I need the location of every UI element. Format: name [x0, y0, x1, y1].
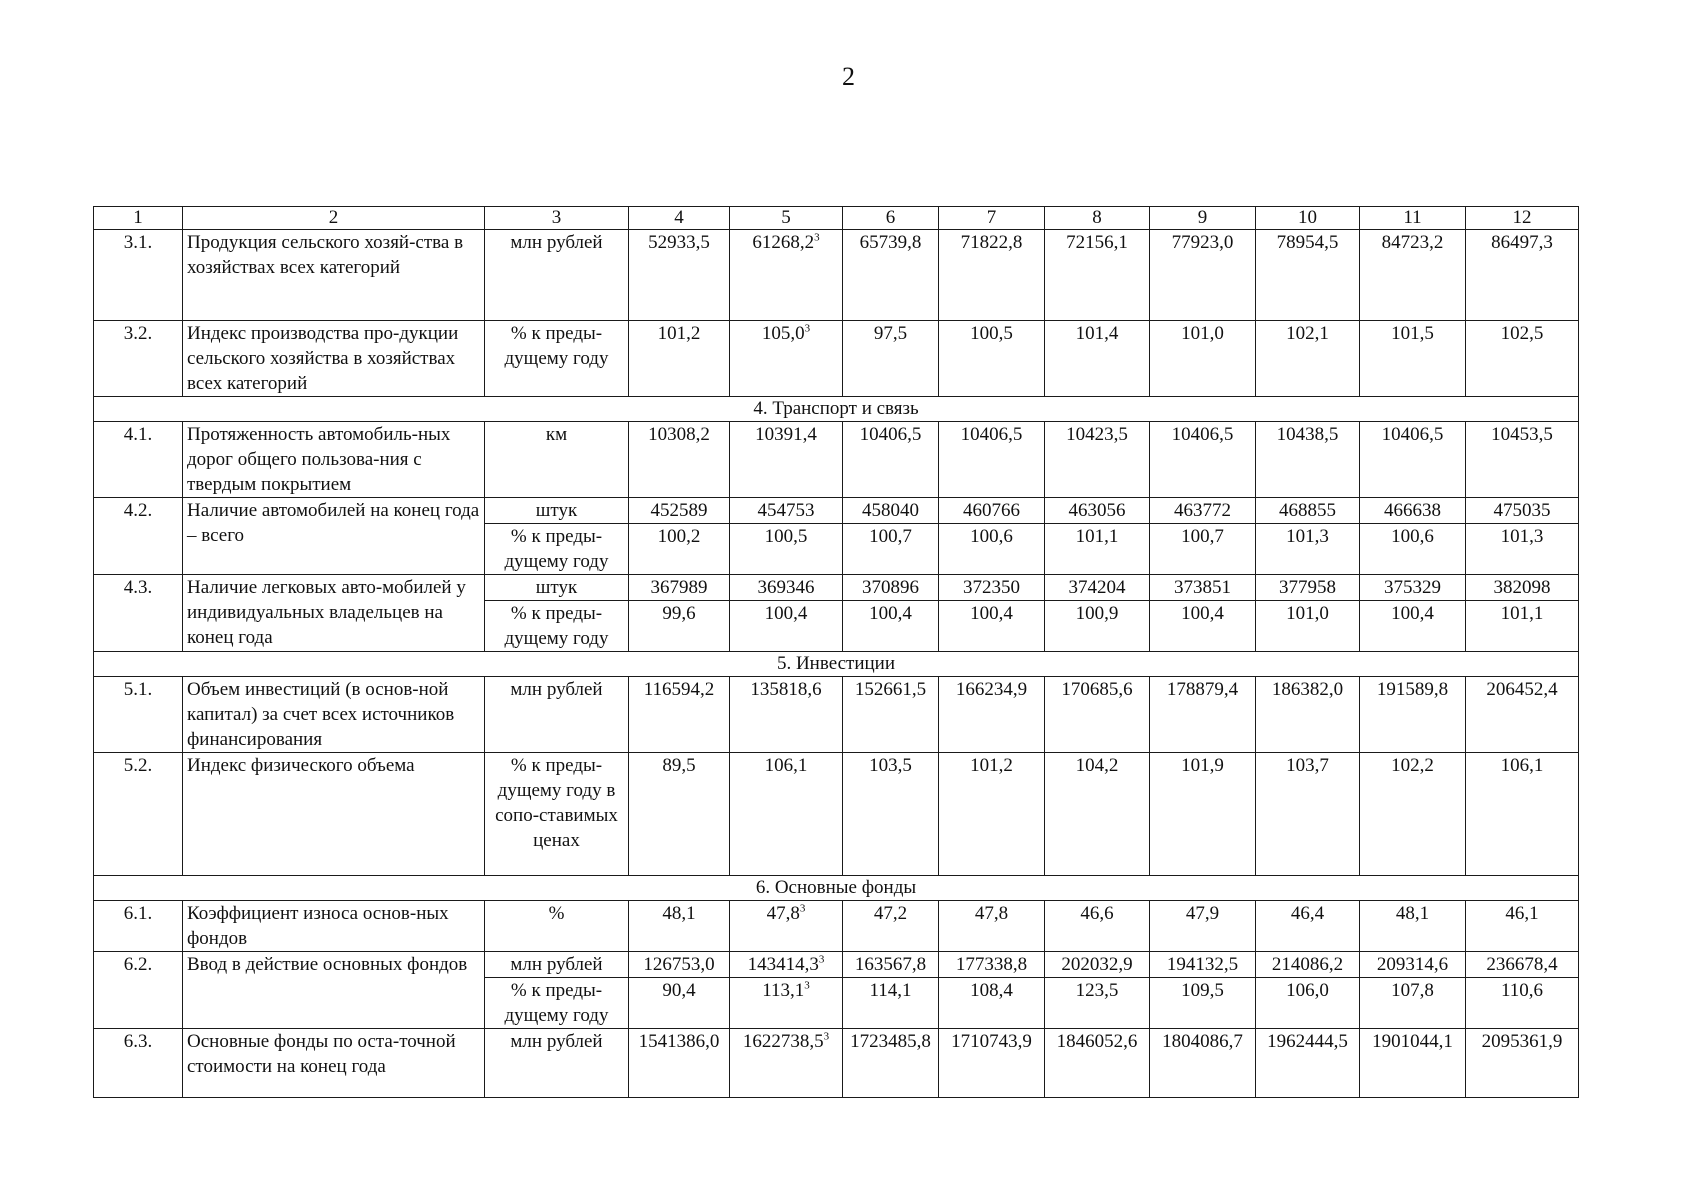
unit-cell: % к преды-дущему году [485, 601, 629, 652]
value-cell: 1962444,5 [1256, 1029, 1360, 1098]
unit-cell: млн рублей [485, 230, 629, 321]
value-cell: 46,4 [1256, 901, 1360, 952]
value-cell: 214086,2 [1256, 952, 1360, 978]
value-cell: 108,4 [939, 978, 1045, 1029]
value-cell: 97,5 [843, 321, 939, 397]
page-number: 2 [842, 62, 855, 91]
value-cell: 100,4 [843, 601, 939, 652]
value-cell: 106,0 [1256, 978, 1360, 1029]
value-cell: 186382,0 [1256, 677, 1360, 753]
section-title: 6. Основные фонды [94, 876, 1579, 901]
value-cell: 460766 [939, 498, 1045, 524]
value-cell: 100,4 [1150, 601, 1256, 652]
statistics-table [93, 206, 1579, 1098]
value-cell: 105,0$^3$ [730, 321, 843, 397]
value-cell: 106,1 [730, 753, 843, 876]
section-title: 4. Транспорт и связь [94, 397, 1579, 422]
value-cell: 126753,0 [629, 952, 730, 978]
column-number: 12 [1466, 207, 1579, 230]
value-cell: 2095361,9 [1466, 1029, 1579, 1098]
value-cell: 100,5 [939, 321, 1045, 397]
indicator-name: Протяженность автомобиль-ных дорог общего пользова-ния с твердым покрытием [183, 422, 485, 498]
value-cell: 100,7 [843, 524, 939, 575]
value-cell: 236678,4 [1466, 952, 1579, 978]
table-row [94, 1029, 1579, 1098]
value-cell: 10406,5 [1360, 422, 1466, 498]
value-cell: 52933,5 [629, 230, 730, 321]
value-cell: 46,6 [1045, 901, 1150, 952]
table-row [94, 753, 1579, 876]
value-cell: 1622738,5$^3$ [730, 1029, 843, 1098]
value-cell: 100,4 [939, 601, 1045, 652]
value-cell: 1541386,0 [629, 1029, 730, 1098]
value-cell: 100,2 [629, 524, 730, 575]
value-cell: 72156,1 [1045, 230, 1150, 321]
unit-cell: млн рублей [485, 952, 629, 978]
value-cell: 101,0 [1256, 601, 1360, 652]
unit-cell: % к преды-дущему году [485, 978, 629, 1029]
value-cell: 101,3 [1256, 524, 1360, 575]
header-row [94, 207, 1579, 230]
value-cell: 116594,2 [629, 677, 730, 753]
unit-cell: км [485, 422, 629, 498]
table-row [94, 230, 1579, 321]
row-number: 4.2. [94, 498, 183, 575]
value-cell: 71822,8 [939, 230, 1045, 321]
value-cell: 86497,3 [1466, 230, 1579, 321]
value-cell: 104,2 [1045, 753, 1150, 876]
unit-cell: млн рублей [485, 677, 629, 753]
column-number: 3 [485, 207, 629, 230]
value-cell: 374204 [1045, 575, 1150, 601]
value-cell: 101,5 [1360, 321, 1466, 397]
column-number: 6 [843, 207, 939, 230]
section-row [94, 876, 1579, 901]
value-cell: 101,0 [1150, 321, 1256, 397]
value-cell: 106,1 [1466, 753, 1579, 876]
value-cell: 152661,5 [843, 677, 939, 753]
value-cell: 10406,5 [939, 422, 1045, 498]
value-cell: 458040 [843, 498, 939, 524]
unit-cell: % [485, 901, 629, 952]
value-cell: 454753 [730, 498, 843, 524]
column-number: 11 [1360, 207, 1466, 230]
value-cell: 78954,5 [1256, 230, 1360, 321]
value-cell: 10438,5 [1256, 422, 1360, 498]
value-cell: 103,7 [1256, 753, 1360, 876]
value-cell: 123,5 [1045, 978, 1150, 1029]
value-cell: 463772 [1150, 498, 1256, 524]
value-cell: 452589 [629, 498, 730, 524]
value-cell: 110,6 [1466, 978, 1579, 1029]
column-number: 4 [629, 207, 730, 230]
value-cell: 373851 [1150, 575, 1256, 601]
unit-cell: % к преды-дущему году [485, 321, 629, 397]
value-cell: 209314,6 [1360, 952, 1466, 978]
row-number: 4.1. [94, 422, 183, 498]
unit-cell: штук [485, 575, 629, 601]
column-number: 1 [94, 207, 183, 230]
value-cell: 191589,8 [1360, 677, 1466, 753]
row-number: 3.2. [94, 321, 183, 397]
value-cell: 47,8 [939, 901, 1045, 952]
value-cell: 475035 [1466, 498, 1579, 524]
value-cell: 1723485,8 [843, 1029, 939, 1098]
value-cell: 101,1 [1466, 601, 1579, 652]
value-cell: 100,4 [730, 601, 843, 652]
value-cell: 10453,5 [1466, 422, 1579, 498]
value-cell: 84723,2 [1360, 230, 1466, 321]
value-cell: 102,1 [1256, 321, 1360, 397]
value-cell: 135818,6 [730, 677, 843, 753]
value-cell: 163567,8 [843, 952, 939, 978]
value-cell: 107,8 [1360, 978, 1466, 1029]
value-cell: 61268,2$^3$ [730, 230, 843, 321]
row-number: 6.2. [94, 952, 183, 1029]
value-cell: 466638 [1360, 498, 1466, 524]
table-row [94, 575, 1579, 601]
value-cell: 463056 [1045, 498, 1150, 524]
column-number: 2 [183, 207, 485, 230]
value-cell: 47,8$^3$ [730, 901, 843, 952]
row-number: 3.1. [94, 230, 183, 321]
indicator-name: Основные фонды по оста-точной стоимости на конец года [183, 1029, 485, 1098]
value-cell: 101,1 [1045, 524, 1150, 575]
value-cell: 114,1 [843, 978, 939, 1029]
table-row [94, 498, 1579, 524]
value-cell: 47,9 [1150, 901, 1256, 952]
table-row [94, 952, 1579, 978]
value-cell: 10406,5 [1150, 422, 1256, 498]
value-cell: 10308,2 [629, 422, 730, 498]
row-number: 5.2. [94, 753, 183, 876]
value-cell: 1846052,6 [1045, 1029, 1150, 1098]
value-cell: 166234,9 [939, 677, 1045, 753]
footnote-marker: 3 [823, 1030, 830, 1043]
value-cell: 100,7 [1150, 524, 1256, 575]
column-number: 5 [730, 207, 843, 230]
value-cell: 99,6 [629, 601, 730, 652]
value-cell: 100,4 [1360, 601, 1466, 652]
value-cell: 1804086,7 [1150, 1029, 1256, 1098]
section-title: 5. Инвестиции [94, 652, 1579, 677]
footnote-marker: 3 [799, 902, 806, 915]
value-cell: 89,5 [629, 753, 730, 876]
value-cell: 46,1 [1466, 901, 1579, 952]
value-cell: 367989 [629, 575, 730, 601]
value-cell: 101,9 [1150, 753, 1256, 876]
value-cell: 468855 [1256, 498, 1360, 524]
footnote-marker: 3 [804, 322, 811, 335]
value-cell: 48,1 [629, 901, 730, 952]
value-cell: 101,2 [629, 321, 730, 397]
value-cell: 101,4 [1045, 321, 1150, 397]
value-cell: 206452,4 [1466, 677, 1579, 753]
value-cell: 372350 [939, 575, 1045, 601]
value-cell: 170685,6 [1045, 677, 1150, 753]
footnote-marker: 3 [818, 953, 825, 966]
value-cell: 102,2 [1360, 753, 1466, 876]
unit-cell: млн рублей [485, 1029, 629, 1098]
unit-cell: % к преды-дущему году [485, 524, 629, 575]
column-number: 8 [1045, 207, 1150, 230]
value-cell: 102,5 [1466, 321, 1579, 397]
indicator-name: Объем инвестиций (в основ-ной капитал) за счет всех источников финансирования [183, 677, 485, 753]
value-cell: 10406,5 [843, 422, 939, 498]
value-cell: 375329 [1360, 575, 1466, 601]
table-row [94, 321, 1579, 397]
value-cell: 1901044,1 [1360, 1029, 1466, 1098]
value-cell: 100,9 [1045, 601, 1150, 652]
row-number: 5.1. [94, 677, 183, 753]
indicator-name: Индекс производства про-дукции сельского хозяйства в хозяйствах всех категорий [183, 321, 485, 397]
row-number: 6.3. [94, 1029, 183, 1098]
value-cell: 382098 [1466, 575, 1579, 601]
indicator-name: Продукция сельского хозяй-ства в хозяйствах всех категорий [183, 230, 485, 321]
value-cell: 77923,0 [1150, 230, 1256, 321]
value-cell: 10423,5 [1045, 422, 1150, 498]
indicator-name: Коэффициент износа основ-ных фондов [183, 901, 485, 952]
unit-cell: штук [485, 498, 629, 524]
table-row [94, 901, 1579, 952]
value-cell: 65739,8 [843, 230, 939, 321]
indicator-name: Ввод в действие основных фондов [183, 952, 485, 1029]
value-cell: 101,3 [1466, 524, 1579, 575]
value-cell: 47,2 [843, 901, 939, 952]
value-cell: 100,6 [939, 524, 1045, 575]
row-number: 4.3. [94, 575, 183, 652]
value-cell: 202032,9 [1045, 952, 1150, 978]
column-number: 9 [1150, 207, 1256, 230]
value-cell: 100,6 [1360, 524, 1466, 575]
value-cell: 143414,3$^3$ [730, 952, 843, 978]
section-row [94, 397, 1579, 422]
value-cell: 178879,4 [1150, 677, 1256, 753]
value-cell: 109,5 [1150, 978, 1256, 1029]
indicator-name: Наличие легковых авто-мобилей у индивидуальных владельцев на конец года [183, 575, 485, 652]
value-cell: 101,2 [939, 753, 1045, 876]
value-cell: 100,5 [730, 524, 843, 575]
value-cell: 369346 [730, 575, 843, 601]
value-cell: 10391,4 [730, 422, 843, 498]
value-cell: 1710743,9 [939, 1029, 1045, 1098]
value-cell: 177338,8 [939, 952, 1045, 978]
table-row [94, 422, 1579, 498]
table-row [94, 677, 1579, 753]
column-number: 10 [1256, 207, 1360, 230]
value-cell: 377958 [1256, 575, 1360, 601]
footnote-marker: 3 [804, 979, 810, 992]
unit-cell: % к преды-дущему году в сопо-ставимых ценах [485, 753, 629, 876]
value-cell: 370896 [843, 575, 939, 601]
indicator-name: Индекс физического объема [183, 753, 485, 876]
value-cell: 113,1$^3$ [730, 978, 843, 1029]
value-cell: 194132,5 [1150, 952, 1256, 978]
value-cell: 103,5 [843, 753, 939, 876]
value-cell: 90,4 [629, 978, 730, 1029]
section-row [94, 652, 1579, 677]
column-number: 7 [939, 207, 1045, 230]
footnote-marker: 3 [814, 231, 820, 244]
indicator-name: Наличие автомобилей на конец года – всего [183, 498, 485, 575]
row-number: 6.1. [94, 901, 183, 952]
value-cell: 48,1 [1360, 901, 1466, 952]
